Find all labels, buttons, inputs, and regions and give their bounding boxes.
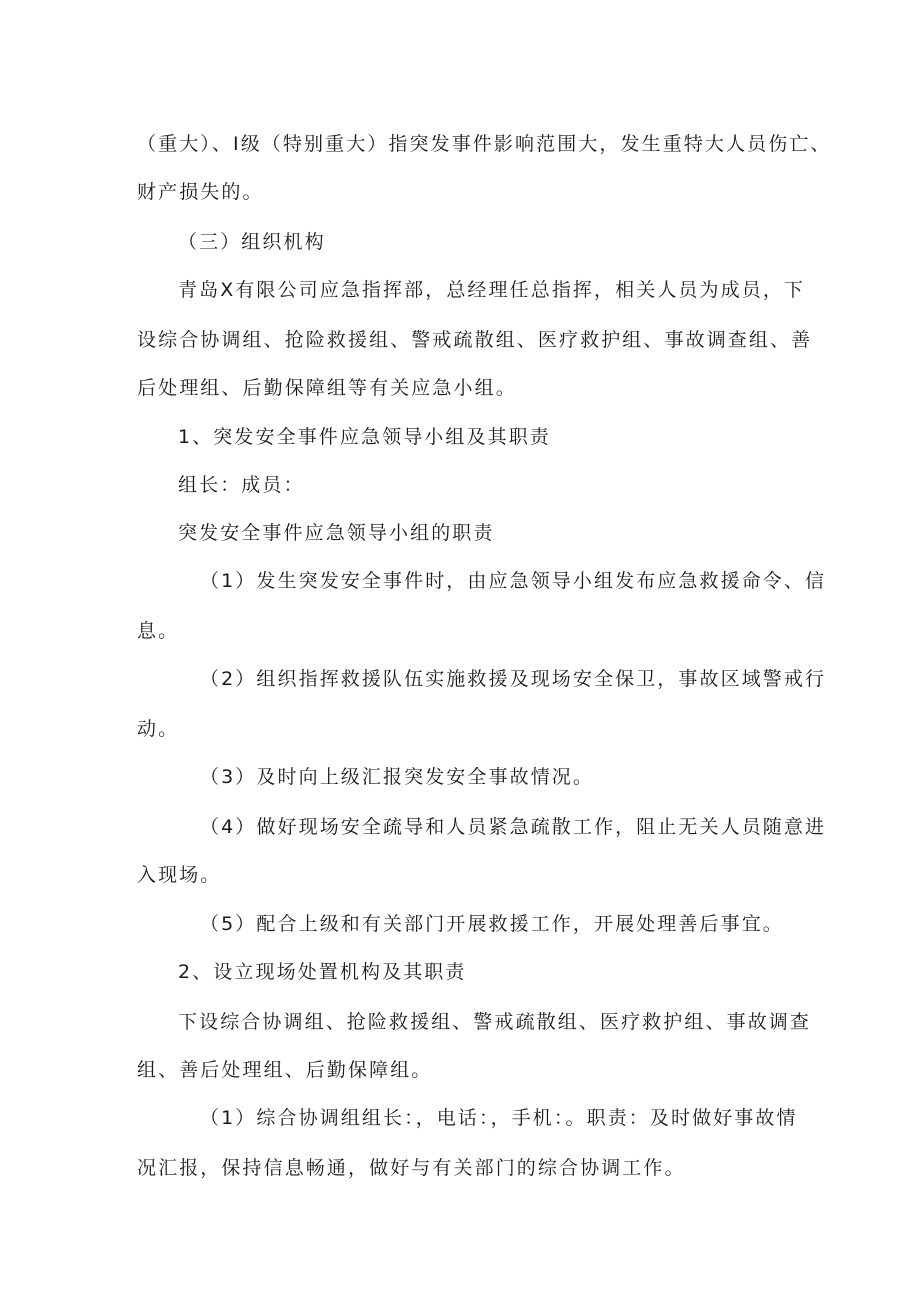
duty-item-1: （1）发生突发安全事件时，由应急领导小组发布应急救援命令、信: [200, 570, 827, 592]
duty-item-2-cont: 动。: [137, 718, 180, 740]
duty-item-4: （4）做好现场安全疏导和人员紧急疏散工作，阻止无关人员随意进: [200, 816, 827, 838]
duty-item-2: （2）组织指挥救援队伍实施救援及现场安全保卫，事故区域警戒行: [200, 668, 827, 690]
coordination-group-line-2: 况汇报，保持信息畅通，做好与有关部门的综合协调工作。: [137, 1157, 686, 1179]
duty-item-4-cont: 入现场。: [137, 864, 222, 886]
paragraph-line-1: （重大）、I级（特别重大）指突发事件影响范围大，发生重特大人员伤亡、: [137, 133, 832, 155]
paragraph-line-4: 青岛X有限公司应急指挥部，总经理任总指挥，相关人员为成员，下: [178, 279, 806, 301]
leader-members-line: 组长：成员：: [178, 474, 305, 496]
paragraph-line-2: 财产损失的。: [137, 181, 264, 203]
section-heading-organization: （三）组织机构: [178, 231, 326, 253]
paragraph-groups-line-1: 下设综合协调组、抢险救援组、警戒疏散组、医疗救护组、事故调查: [178, 1011, 812, 1033]
subsection-heading-onsite: 2、设立现场处置机构及其职责: [178, 961, 467, 983]
paragraph-line-6: 后处理组、后勤保障组等有关应急小组。: [137, 377, 517, 399]
paragraph-line-5: 设综合协调组、抢险救援组、警戒疏散组、医疗救护组、事故调查组、善: [137, 329, 813, 351]
duty-item-3: （3）及时向上级汇报突发安全事故情况。: [200, 766, 594, 788]
duty-item-1-cont: 息。: [137, 620, 180, 642]
subsection-heading-leadership: 1、突发安全事件应急领导小组及其职责: [178, 426, 551, 448]
coordination-group-line-1: （1）综合协调组组长：，电话：，手机：。职责：及时做好事故情: [200, 1107, 798, 1129]
paragraph-groups-line-2: 组、善后处理组、后勤保障组。: [137, 1059, 433, 1081]
duties-heading: 突发安全事件应急领导小组的职责: [178, 522, 495, 544]
duty-item-5: （5）配合上级和有关部门开展救援工作，开展处理善后事宜。: [200, 913, 784, 935]
